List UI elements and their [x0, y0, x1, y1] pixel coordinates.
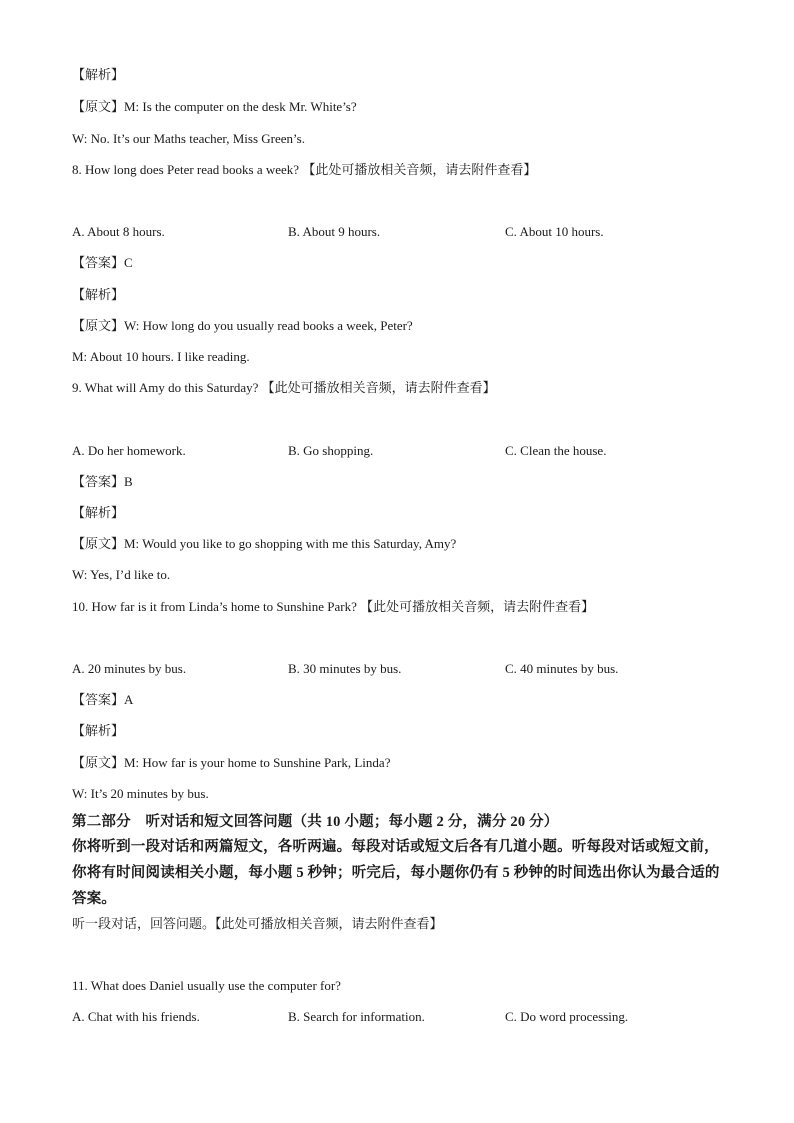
question-9: 9. What will Amy do this Saturday? 【此处可播放相关音频，请去附件查看】	[72, 380, 496, 395]
answer-label: 【答案】A	[72, 692, 134, 707]
transcript-line: 【原文】M: Is the computer on the desk Mr. White’s?	[72, 99, 357, 114]
analysis-label: 【解析】	[72, 505, 125, 520]
transcript-line: 【原文】M: Would you like to go shopping with me this Saturday, Amy?	[72, 536, 457, 551]
analysis-label: 【解析】	[72, 67, 125, 82]
answer-label: 【答案】B	[72, 474, 133, 489]
options-q11	[72, 1008, 752, 1026]
option-a: A. 20 minutes by bus.	[72, 661, 187, 676]
option-b: B. Search for information.	[288, 1009, 425, 1024]
option-b: B. Go shopping.	[288, 443, 374, 458]
section-2-title: 第二部分 听对话和短文回答问题（共 10 小题；每小题 2 分，满分 20 分）	[72, 814, 559, 830]
transcript-line: W: No. It’s our Maths teacher, Miss Green’s.	[72, 131, 305, 146]
question-11: 11. What does Daniel usually use the computer for?	[72, 978, 341, 993]
option-b: B. About 9 hours.	[288, 224, 381, 239]
transcript-line: M: About 10 hours. I like reading.	[72, 349, 250, 364]
transcript-line: 【原文】M: How far is your home to Sunshine Park, Linda?	[72, 755, 391, 770]
option-a: A. About 8 hours.	[72, 224, 165, 239]
options-q10	[72, 660, 752, 678]
transcript-line: W: It’s 20 minutes by bus.	[72, 786, 209, 801]
option-c: C. Clean the house.	[505, 443, 607, 458]
option-a: A. Do her homework.	[72, 443, 186, 458]
section-2-instructions: 你将听到一段对话和两篇短文，各听两遍。每段对话或短文后各有几道小题。听每段对话或短文前，你将有时间阅读相关小题，每小题 5 秒钟；听完后，每小题你仍有 5 秒钟的时间选出你认为最合适的答案。	[72, 839, 720, 907]
option-a: A. Chat with his friends.	[72, 1009, 200, 1024]
option-c: C. 40 minutes by bus.	[505, 661, 619, 676]
question-10: 10. How far is it from Linda’s home to Sunshine Park? 【此处可播放相关音频，请去附件查看】	[72, 599, 595, 614]
question-8: 8. How long does Peter read books a week? 【此处可播放相关音频，请去附件查看】	[72, 162, 537, 177]
options-q8	[72, 223, 752, 241]
option-c: C. About 10 hours.	[505, 224, 604, 239]
options-q9	[72, 442, 752, 460]
answer-label: 【答案】C	[72, 255, 133, 270]
analysis-label: 【解析】	[72, 287, 125, 302]
analysis-label: 【解析】	[72, 723, 125, 738]
transcript-line: 【原文】W: How long do you usually read books a week, Peter?	[72, 318, 413, 333]
listening-instruction: 听一段对话，回答问题。【此处可播放相关音频，请去附件查看】	[72, 916, 443, 931]
option-b: B. 30 minutes by bus.	[288, 661, 402, 676]
transcript-line: W: Yes, I’d like to.	[72, 567, 171, 582]
option-c: C. Do word processing.	[505, 1009, 629, 1024]
